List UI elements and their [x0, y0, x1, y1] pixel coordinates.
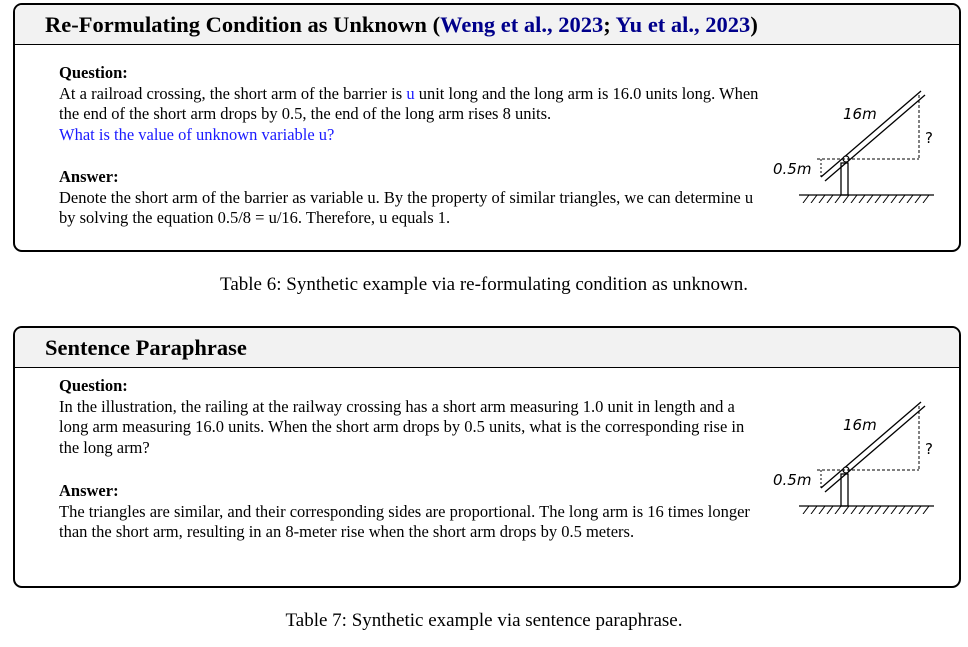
- citation-weng[interactable]: Weng et al., 2023: [440, 12, 604, 37]
- close-paren: ): [750, 12, 758, 37]
- ground-hatching: [803, 506, 929, 514]
- table7-header: [15, 328, 959, 368]
- table7-panel: [13, 326, 961, 588]
- table6-question: [59, 63, 759, 145]
- question-label: Question:: [59, 376, 128, 395]
- question-text: In the illustration, the railing at the railway crossing has a short arm measuring 1.0 unit in length and a long arm measuring 16.0 units. When the short arm drops by 0.5 units, what is the corresponding rise in the long arm?: [59, 396, 745, 457]
- table6-caption: Table 6: Synthetic example via re-formulating condition as unknown.: [220, 274, 748, 295]
- question-label: Question:: [59, 63, 128, 82]
- table7-question: [59, 376, 759, 458]
- barrier-post: [841, 474, 848, 506]
- question-body: [59, 84, 759, 146]
- barrier-diagram: [759, 73, 949, 203]
- ground-hatching: [803, 195, 929, 203]
- table7-caption: Table 7: Synthetic example via sentence paraphrase.: [285, 610, 683, 631]
- question-text: At a railroad crossing, the short arm of the barrier is: [59, 83, 407, 103]
- table6-answer: [59, 167, 759, 229]
- long-arm-label: 16m: [843, 416, 877, 434]
- long-arm-label: 16m: [843, 105, 877, 123]
- citation-separator: ;: [603, 12, 616, 37]
- variable-u: u: [406, 83, 415, 103]
- table6-title: Re-Formulating Condition as Unknown: [45, 12, 427, 37]
- answer-text: The triangles are similar, and their corresponding sides are proportional. The long arm is 16 times longer than the short arm, resulting in an 8-meter rise when the short arm drops by 0.5 meters.: [59, 501, 750, 541]
- answer-text: Denote the short arm of the barrier as variable u. By the property of similar triangles, we can determine u by solving the equation 0.5/8 = u/16. Therefore, u equals 1.: [59, 187, 754, 227]
- table7-title: Sentence Paraphrase: [45, 335, 247, 360]
- unknown-rise-label: ?: [925, 129, 933, 147]
- table6-panel: [13, 3, 961, 252]
- barrier-post: [841, 163, 848, 195]
- table7-answer: [59, 481, 759, 543]
- unknown-rise-label: ?: [925, 440, 933, 458]
- table6-header: [15, 5, 959, 45]
- answer-label: Answer:: [59, 481, 119, 500]
- question-ask: What is the value of unknown variable u?: [59, 124, 335, 144]
- barrier-diagram: [759, 384, 949, 514]
- question-text-continued: unit long and the long arm is 16.0 units long. When the end of the short arm drops by 0.5, the end of the long arm rises 8 units.: [59, 83, 759, 123]
- answer-label: Answer:: [59, 167, 119, 186]
- short-arm-label: 0.5m: [773, 160, 812, 178]
- open-paren: (: [426, 12, 441, 37]
- short-arm-label: 0.5m: [773, 471, 812, 489]
- citation-yu[interactable]: Yu et al., 2023: [615, 12, 751, 37]
